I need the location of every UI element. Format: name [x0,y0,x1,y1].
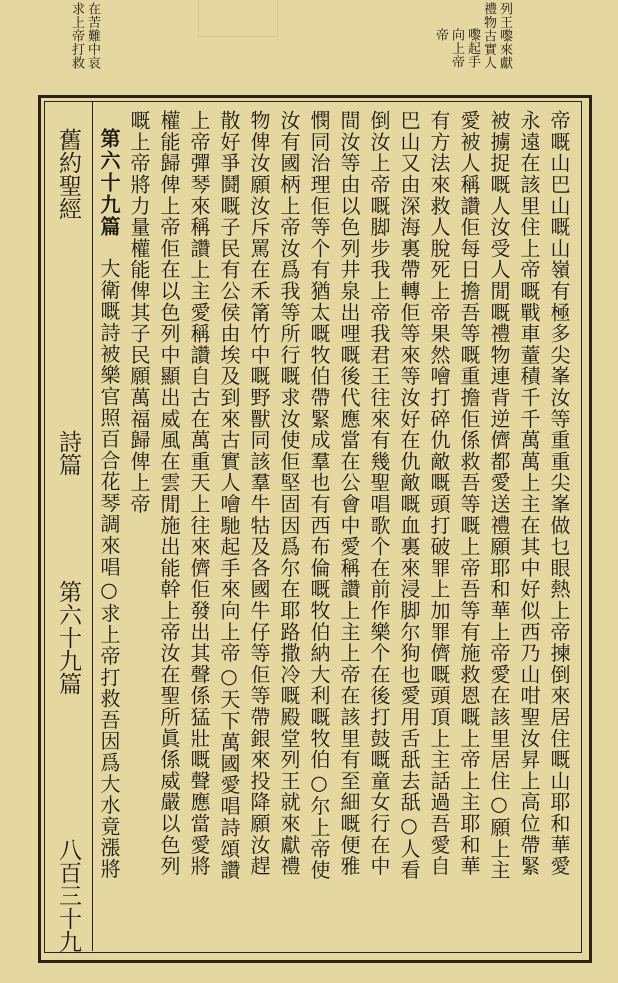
text-column: 憫同治理佢等个有猶太嘅牧伯帶緊成羣也有西布倫嘅牧伯納大利嘅牧伯○尔上帝使 [307,110,331,881]
note-line: 求上帝打救 [69,2,84,70]
chapter-intro: 大衛嘅詩被樂官照百合花琴調來唱○求上帝打救吾因爲大水竟漲將 [97,258,121,880]
header-divider [92,101,93,951]
text-column: 汝有國柄上帝汝爲我等所行嘅求汝使佢堅固因爲尔在耶路撒冷嘅殿堂列王就來獻禮 [277,110,301,877]
book-title: 舊約聖經 [55,128,81,220]
note-line: 列王嚟來獻 [497,2,512,70]
note-line: 在苦難中哀 [85,2,100,70]
note-line: 禮物古實人 [481,2,496,70]
text-column: 上帝彈琴來稱讚上主愛稱讚自古在萬重天上往來儕佢發出其聲係猛壯嘅聲應當愛將 [187,110,211,877]
text-column: 帝嘅山巴山嘅山嶺有極多尖峯汝等重重尖峯做乜眼熱上帝揀倒來居住嘅山耶和華愛 [547,110,571,877]
section-title: 詩篇 [55,430,81,476]
text-column: 愛被人稱讚佢每日擔吾等嘅重擔佢係救吾等嘅上帝吾等有施救恩嘅上帝上主耶和華 [457,110,481,877]
note-line: 帝 [433,28,448,42]
text-column: 永遠在該里住上帝嘅戰車蕫積千千萬萬上主在其中好似西乃山咁聖汝昇上高位帶緊 [517,110,541,877]
text-column: 嘅上帝將力量權能俾其子民願萬福歸俾上帝 [127,110,151,515]
page-number: 八百三十九 [55,838,81,953]
text-column: 權能歸俾上帝佢在以色列中顯出威風在雲閒施出能幹上帝汝在聖所眞係威嚴以色列 [157,110,181,877]
text-column: 倒汝上帝嘅脚步我上帝我君王往來有幾聖唱歌个在前作樂个在後打鼓嘅童女行在中 [367,110,391,877]
text-column: 被擄捉嘅人汝受人閒嘅禮物連背逆儕都愛送禮願耶和華上帝愛在該里居住○願上主 [487,110,511,881]
chapter-header: 第六十九篇 [55,580,81,695]
text-column: 間汝等由以色列井泉出哩嘅後代應當在公會中愛稱讚上主上帝在該里有至細嘅便雅 [337,110,361,877]
chapter-heading: 第六十九篇 [97,128,121,238]
text-column: 有方法來救人脫死上帝果然噲打碎仇敵嘅頭打破罪上加罪儕嘅頭頂上主話過吾愛自 [427,110,451,877]
text-column: 物俾汝願汝斥罵在禾筩竹中嘅野獸同該羣牛牯及各國牛仔等佢等帶銀來投降願汝趕 [247,110,271,877]
note-line: 嚟起手 [465,28,480,69]
text-column: 巴山又由深海裏帶轉佢等來等汝好在仇敵嘅血裏來浸脚尔狗也愛用舌舐去舐○人看 [397,110,421,881]
text-column: 散好爭鬪嘅子民有公侯由埃及到來古實人噲馳起手來向上帝○天下萬國愛唱詩頌讚 [217,110,241,881]
note-line: 向上帝 [449,28,464,69]
faint-stamp-mark [198,0,278,37]
